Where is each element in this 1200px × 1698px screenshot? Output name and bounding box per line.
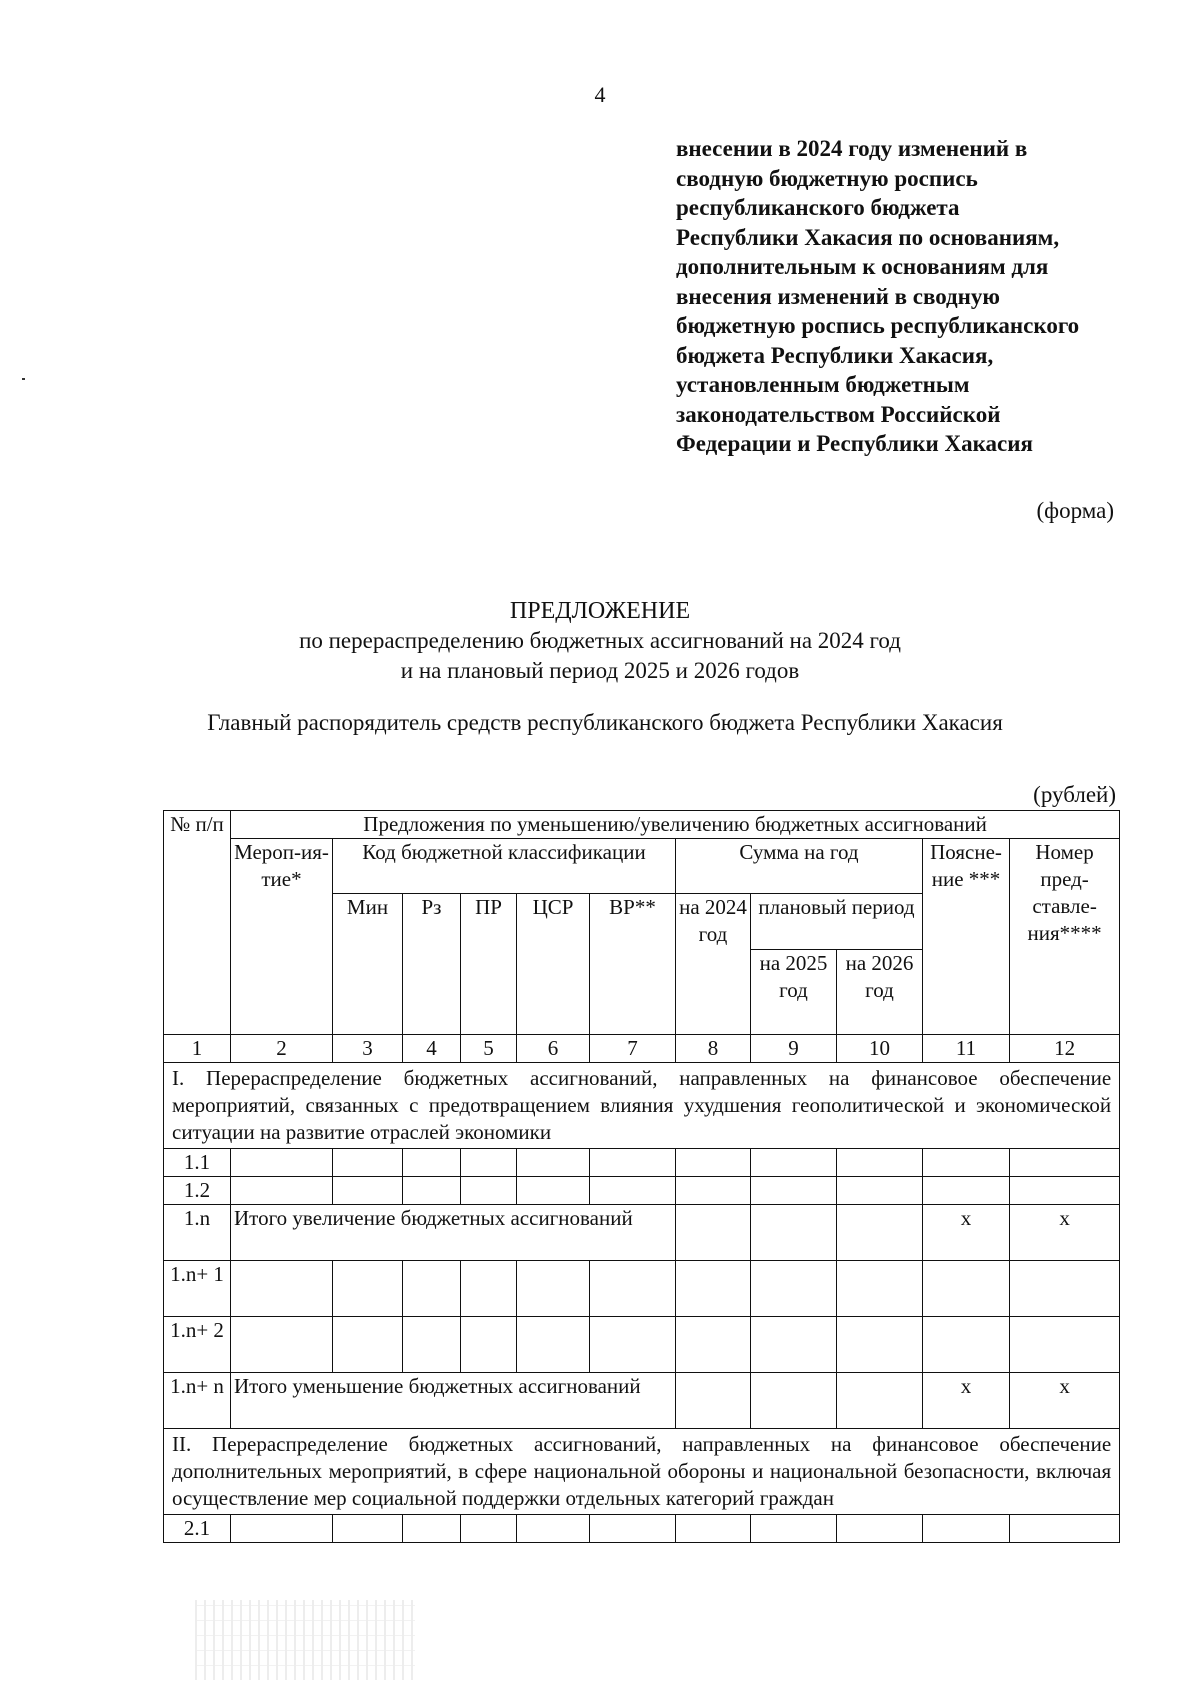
column-number: 4 <box>403 1035 461 1063</box>
addressee-block <box>676 134 1156 459</box>
column-number: 8 <box>676 1035 751 1063</box>
addressee-line: законодательством Российской <box>676 401 1001 427</box>
section-2-heading: II. Перераспределение бюджетных ассигнований, направленных на финансовое обеспечение дополнительных мероприятий, в сфере национальной обороны и национальной безопасности, включая осуществление мер социальной поддержки отдельных категорий граждан <box>164 1429 1120 1515</box>
not-applicable-mark: х <box>1010 1373 1120 1429</box>
addressee-line: республиканского бюджета <box>676 195 960 220</box>
addressee-line: внесении в 2024 году изменений в <box>676 136 1028 161</box>
row-number: 1.n+ 1 <box>164 1261 231 1317</box>
header-planned-period: плановый период <box>751 894 923 950</box>
row-number: 1.1 <box>164 1149 231 1177</box>
header-sum: Сумма на год <box>676 839 923 894</box>
header-row-number: № п/п <box>164 811 231 1035</box>
scan-speck <box>22 378 25 380</box>
section-1-heading: I. Перераспределение бюджетных ассигнований, направленных на финансовое обеспечение мероприятий, связанных с предотвращением влияния ухудшения геополитической и экономической ситуации на развитие отраслей экономики <box>164 1063 1120 1149</box>
header-submission-number: Номер пред-ставле-ния**** <box>1010 839 1120 1035</box>
row-number: 2.1 <box>164 1515 231 1543</box>
column-number: 10 <box>837 1035 923 1063</box>
proposal-table <box>163 810 1120 1543</box>
chief-distributor-line: Главный распорядитель средств республиканского бюджета Республики Хакасия <box>207 710 1003 735</box>
column-number: 12 <box>1010 1035 1120 1063</box>
header-event: Мероп-ия-тие* <box>231 839 333 1035</box>
addressee-line: внесения изменений в сводную <box>676 283 1001 309</box>
title-main: ПРЕДЛОЖЕНИЕ <box>509 598 691 624</box>
column-number: 2 <box>231 1035 333 1063</box>
addressee-line: установленным бюджетным <box>676 372 970 397</box>
header-note: Поясне-ние *** <box>923 839 1010 1035</box>
page-number: 4 <box>594 82 606 107</box>
row-number: 1.n <box>164 1205 231 1261</box>
header-year-2025: на 2025 год <box>751 950 837 1035</box>
total-decrease-label: Итого уменьшение бюджетных ассигнований <box>231 1373 676 1429</box>
row-number: 1.n+ 2 <box>164 1317 231 1373</box>
header-pr: ПР <box>461 894 517 1035</box>
addressee-line: Республики Хакасия по основаниям, <box>676 224 1060 250</box>
row-number: 1.2 <box>164 1177 231 1205</box>
column-number: 7 <box>590 1035 676 1063</box>
row-number: 1.n+ n <box>164 1373 231 1429</box>
header-proposals: Предложения по уменьшению/увеличению бюджетных ассигнований <box>231 811 1120 839</box>
not-applicable-mark: х <box>1010 1205 1120 1261</box>
title-line-2: по перераспределению бюджетных ассигнований на 2024 год <box>299 628 901 653</box>
addressee-line: дополнительным к основаниям для <box>676 254 1049 279</box>
header-year-2026: на 2026 год <box>837 950 923 1035</box>
header-budget-code: Код бюджетной классификации <box>333 839 676 894</box>
column-number: 3 <box>333 1035 403 1063</box>
column-number: 6 <box>517 1035 590 1063</box>
addressee-line: сводную бюджетную роспись <box>676 165 978 191</box>
total-increase-label: Итого увеличение бюджетных ассигнований <box>231 1205 676 1261</box>
document-title <box>0 596 1200 686</box>
header-vr: ВР** <box>590 894 676 1035</box>
column-number: 5 <box>461 1035 517 1063</box>
not-applicable-mark: х <box>923 1205 1010 1261</box>
title-line-3: и на плановый период 2025 и 2026 годов <box>400 658 800 683</box>
header-rz: Рз <box>403 894 461 1035</box>
column-number: 9 <box>751 1035 837 1063</box>
scan-artifact <box>195 1600 415 1680</box>
column-number: 11 <box>923 1035 1010 1063</box>
not-applicable-mark: х <box>923 1373 1010 1429</box>
column-number: 1 <box>164 1035 231 1063</box>
addressee-line: бюджета Республики Хакасия, <box>676 342 994 368</box>
form-label: (форма) <box>1036 498 1114 523</box>
header-csr: ЦСР <box>517 894 590 1035</box>
header-year-2024: на 2024 год <box>676 894 751 1035</box>
addressee-line: Федерации и Республики Хакасия <box>676 431 1033 456</box>
units-label: (рублей) <box>1033 782 1116 807</box>
addressee-line: бюджетную роспись республиканского <box>676 313 1080 338</box>
header-min: Мин <box>333 894 403 1035</box>
